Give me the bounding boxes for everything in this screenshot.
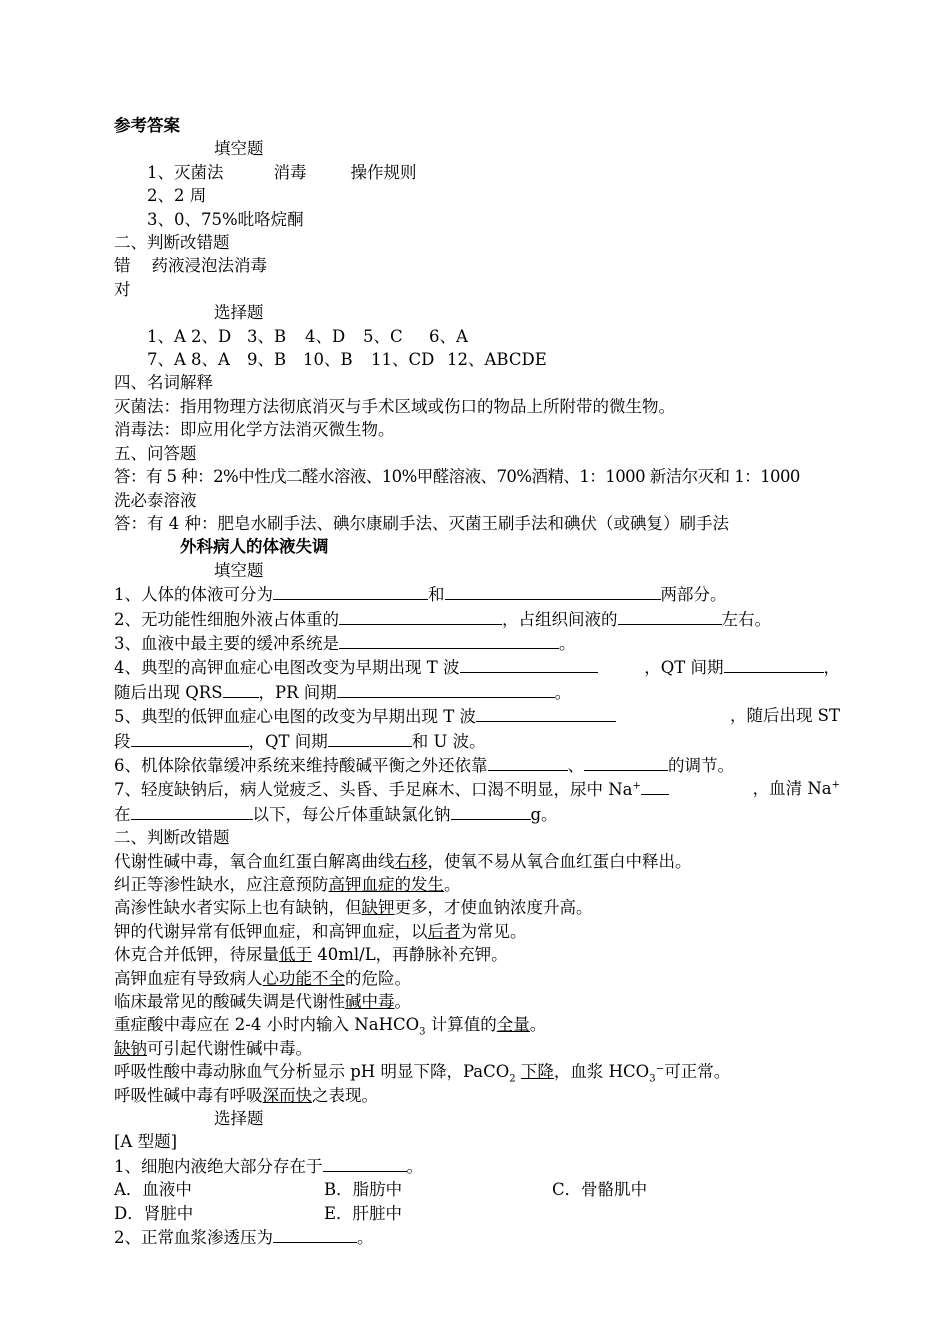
choice-question-1-options-row-1: A．血液中 B．脂肪中 C．骨骼肌中 [114,1180,648,1200]
answer-qa-1-line-1: 答：有 5 种：2%中性戊二醛水溶液、10%甲醛溶液、70%酒精、1：1000 新洁尔灭和 1：1000 [114,467,800,487]
answer-qa-2: 答：有 4 种：肥皂水刷手法、碘尔康刷手法、灭菌王刷手法和碘伏（或碘复）刷手法 [114,513,729,533]
answer-choice-row-1: 1、A 2、D 3、B 4、D 5、C 6、A [147,326,468,346]
question-fill-2: 2、无功能性细胞外液占体重的 ，占组织间液的 左右。 [114,607,840,631]
section-title: 外科病人的体液失调 [180,537,329,557]
section-judge-heading: 二、判断改错题 [114,828,230,848]
choice-question-2: 2、正常血浆渗透压为 。 [114,1225,840,1249]
judge-item-2: 纠正等渗性缺水，应注意预防高钾血症的发生。 [114,875,461,894]
answer-judge-1: 错 药液浸泡法消毒 [114,256,267,276]
judge-item-4: 钾的代谢异常有低钾血症，和高钾血症，以后者为常见。 [114,921,527,941]
answers-term-heading: 四、名词解释 [114,373,213,393]
answer-term-2: 消毒法：即应用化学方法消灭微生物。 [114,420,395,440]
judge-item-10: 呼吸性酸中毒动脉血气分析显示 pH 明显下降，PaCO$_2$ 下降，血浆 $HCO_3^-$可正常。 [114,1062,731,1085]
judge-item-8: 重症酸中毒应在 2-4 小时内输入 NaHCO$_3$ 计算值的全量。 [114,1015,547,1038]
answer-qa-1-line-2: 洗必泰溶液 [114,490,197,510]
judge-item-5: 休克合并低钾，待尿量低于 40ml/L，再静脉补充钾。 [114,945,508,965]
judge-item-6: 高钾血症有导致病人心功能不全的危险。 [114,968,411,988]
judge-item-3: 高渗性缺水者实际上也有缺钠，但缺钾更多，才使血钠浓度升高。 [114,898,593,918]
answers-fill-heading: 填空题 [214,139,264,159]
judge-item-1: 代谢性碱中毒，氧合血红蛋白解离曲线右移，使氧不易从氧合血红蛋白中释出。 [114,851,692,871]
question-fill-7a: 7、轻度缺钠后，病人觉疲乏、头昏、手足麻木、口渴不明显，尿中 Na+ ，血清 Na+ [114,779,840,800]
answer-fill-2: 2、2 周 [147,186,207,206]
answer-fill-3: 3、0、75%吡咯烷酮 [147,209,304,229]
document-page [114,114,840,1250]
question-fill-5a: 5、典型的低钾血症心电图的改变为早期出现 T 波 ，随后出现 ST [114,706,840,727]
answers-qa-heading: 五、问答题 [114,443,197,463]
judge-item-9: 缺钠可引起代谢性碱中毒。 [114,1038,312,1058]
question-fill-3: 3、血液中最主要的缓冲系统是 。 [114,631,840,655]
answer-term-1: 灭菌法：指用物理方法彻底消灭与手术区域或伤口的物品上所附带的微生物。 [114,396,675,416]
choice-question-1-options-row-2: D．肾脏中 E．肝脏中 [114,1203,403,1223]
judge-item-7: 临床最常见的酸碱失调是代谢性碱中毒。 [114,992,411,1012]
answers-judge-heading: 二、判断改错题 [114,233,230,253]
answers-choice-heading: 选择题 [214,303,264,323]
question-fill-1: 1、人体的体液可分为 和 两部分。 [114,582,840,606]
choice-type-a: [A 型题] [114,1132,178,1152]
question-fill-6: 6、机体除依靠缓冲系统来维持酸碱平衡之外还依靠 、 的调节。 [114,753,840,777]
answer-fill-1: 1、灭菌法 消毒 操作规则 [147,162,417,182]
question-fill-7b: 在 以下，每公斤体重缺氯化钠 g。 [114,802,840,826]
answer-judge-2: 对 [114,279,131,299]
section-choice-heading: 选择题 [214,1109,264,1129]
answer-choice-row-2: 7、A 8、A 9、B 10、B 11、CD 12、ABCDE [147,350,547,370]
judge-item-11: 呼吸性碱中毒有呼吸深而快之表现。 [114,1085,378,1105]
answers-title: 参考答案 [114,116,180,135]
section-fill-heading: 填空题 [214,560,264,580]
choice-question-1: 1、细胞内液绝大部分存在于 。 [114,1154,840,1178]
question-fill-5b: 段 ，QT 间期 和 U 波。 [114,729,840,753]
question-fill-4b: 随后出现 QRS ，PR 间期 。 [114,680,840,704]
question-fill-4a: 4、典型的高钾血症心电图改变为早期出现 T 波 ，QT 间期 ， [114,655,840,679]
